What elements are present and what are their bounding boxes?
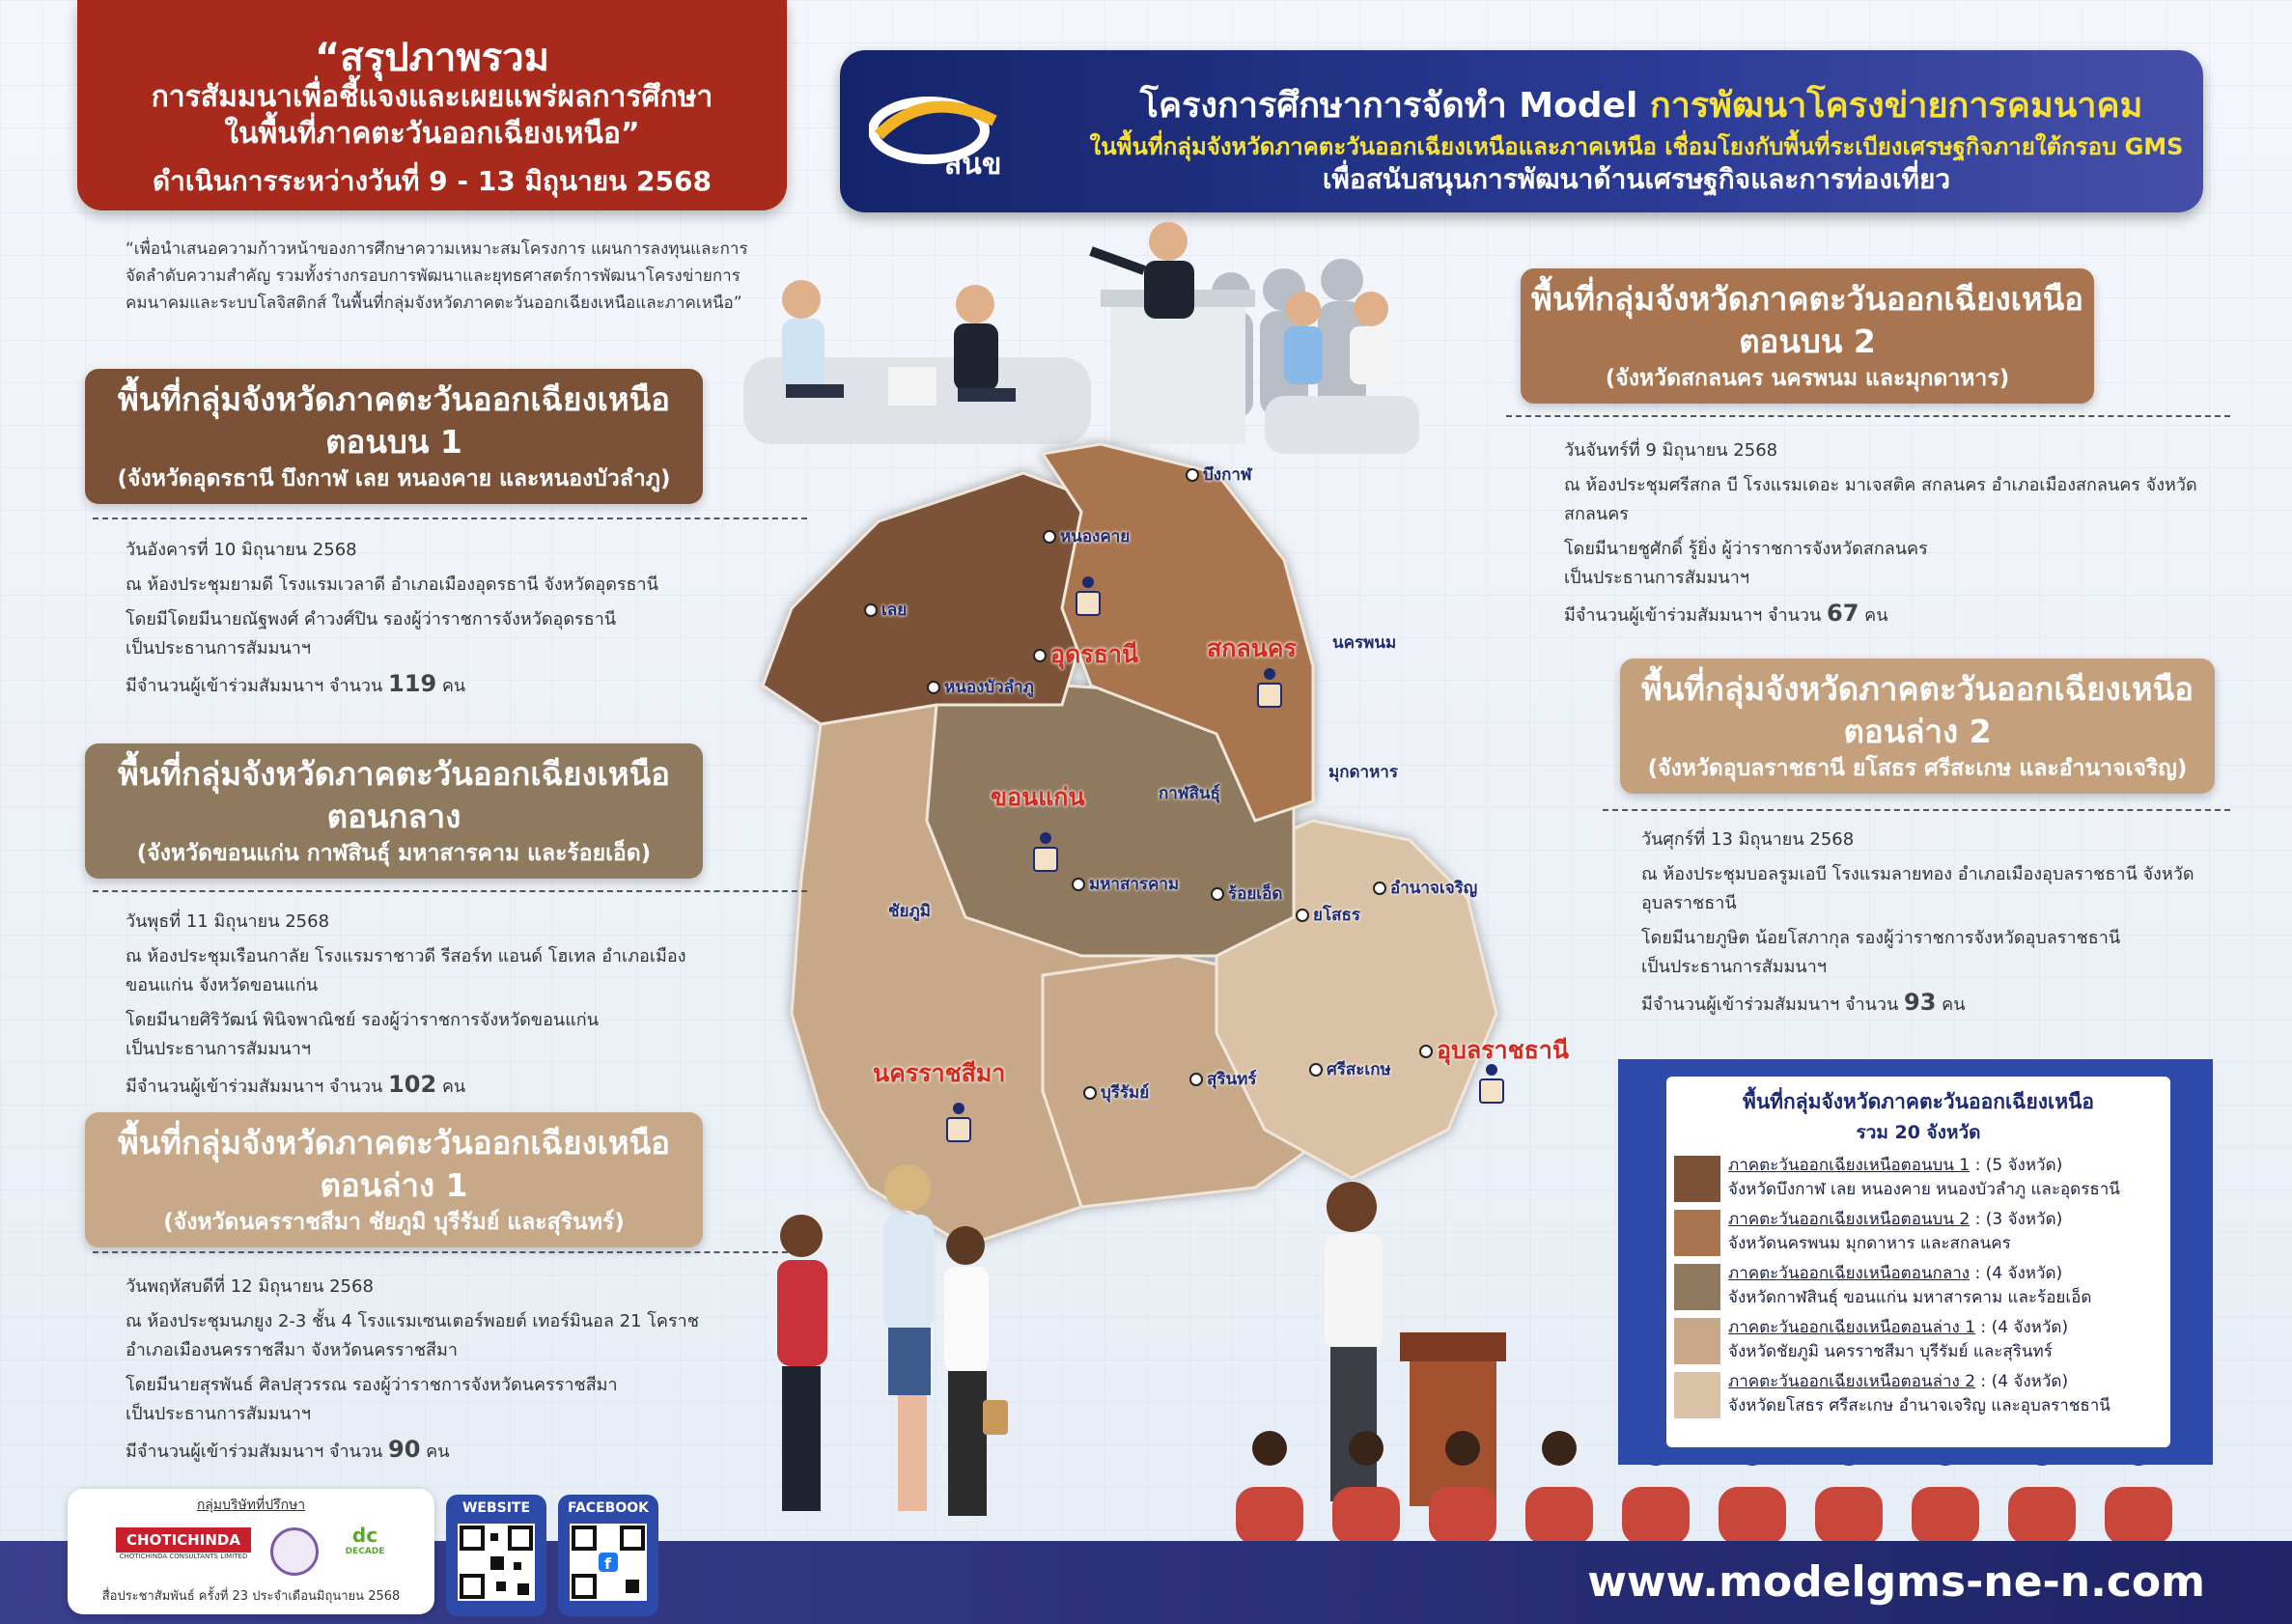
- legend-swatch: [1674, 1372, 1720, 1418]
- banner-title-a: โครงการศึกษาการจัดทำ Model: [1139, 86, 1650, 126]
- facebook-qr-card[interactable]: [558, 1495, 658, 1616]
- region-title: พื้นที่กลุ่มจังหวัดภาคตะวันออกเฉียงเหนือ: [117, 1124, 671, 1162]
- pin-icon: [1189, 1073, 1203, 1086]
- legend-swatch: [1674, 1210, 1720, 1256]
- seminar-chair: โดยมีนายศิริวัฒน์ พินิจพาณิชย์ รองผู้ว่าราชการจังหวัดขอนแก่น: [126, 1010, 600, 1030]
- legend-text: ภาคตะวันออกเฉียงเหนือตอนบน 2 : (3 จังหวัด) จังหวัดนครพนม มุกดาหาร และสกลนคร: [1728, 1210, 2063, 1253]
- label-maha-sarakham: มหาสารคาม: [1072, 871, 1179, 897]
- consultant-card: [68, 1489, 434, 1614]
- seminar-count: มีจำนวนผู้เข้าร่วมสัมมนาฯ จำนวน 119 คน: [126, 670, 466, 697]
- pin-icon: [1033, 649, 1047, 662]
- pin-icon: [1309, 1063, 1323, 1077]
- pin-icon: [1296, 909, 1309, 922]
- region-subtitle: ตอนล่าง 1: [320, 1166, 468, 1204]
- pin-icon: [1072, 878, 1085, 891]
- chotichinda-logo: CHOTICHINDA: [116, 1527, 251, 1553]
- region-subtitle: ตอนบน 2: [1739, 322, 1876, 360]
- region-info-upper2: [1564, 436, 2201, 636]
- banner-title-highlight: การพัฒนาโครงข่ายการคมนาคม: [1649, 86, 2143, 126]
- divider: [1603, 809, 2230, 811]
- seminar-role: เป็นประธานการสัมมนาฯ: [126, 1039, 311, 1059]
- label-bueng-kan: บึงกาฬ: [1186, 462, 1252, 488]
- seminar-role: เป็นประธานการสัมมนาฯ: [126, 638, 311, 658]
- title-line3: ในพื้นที่ภาคตะวันออกเฉียงเหนือ”: [224, 117, 640, 151]
- region-provinces: (จังหวัดอุบลราชธานี ยโสธร ศรีสะเกษ และอำนาจเจริญ): [1647, 756, 2188, 781]
- region-info-lower1: [126, 1273, 724, 1472]
- region-provinces: (จังหวัดอุดรธานี บึงกาฬ เลย หนองคาย และหนองบัวลำภู): [117, 466, 671, 491]
- seminar-role: เป็นประธานการสัมมนาฯ: [126, 1404, 311, 1424]
- title-dates: ดำเนินการระหว่างวันที่ 9 - 13 มิถุนายน 2568: [152, 165, 712, 197]
- region-title: พื้นที่กลุ่มจังหวัดภาคตะวันออกเฉียงเหนือ: [117, 380, 671, 418]
- qr-code-icon: [570, 1524, 647, 1601]
- svg-text:f: f: [604, 1554, 611, 1573]
- region-title: พื้นที่กลุ่มจังหวัดภาคตะวันออกเฉียงเหนือ: [1640, 670, 2194, 708]
- legend-row: [1674, 1208, 2163, 1258]
- label-nakhon-phanom: นครพนม: [1332, 633, 1397, 653]
- label-kalasin: กาฬสินธุ์: [1159, 784, 1220, 803]
- seminar-count: มีจำนวนผู้เข้าร่วมสัมมนาฯ จำนวน 93 คน: [1641, 989, 1966, 1016]
- seminar-role: เป็นประธานการสัมมนาฯ: [1564, 568, 1749, 588]
- legend-panel: [1618, 1059, 2213, 1465]
- seminar-count: มีจำนวนผู้เข้าร่วมสัมมนาฯ จำนวน 90 คน: [126, 1436, 450, 1463]
- label-ubon: อุบลราชธานี: [1419, 1031, 1569, 1070]
- region-subtitle: ตอนกลาง: [326, 798, 461, 835]
- intro-text: “เพื่อนำเสนอความก้าวหน้าของการศึกษาความเหมาะสมโครงการ แผนการลงทุนและการจัดลำดับความสำคัญ รวมทั้งร่างกรอบการพัฒนาและยุทธศาสตร์การพัฒนาโครงข่ายการคมนาคมและระบบโลจิสติกส์ ในพื้นที่กลุ่มจังหวัดภาคตะวันออกเฉียงเหนือและภาคเหนือ”: [126, 239, 748, 313]
- website-qr-card[interactable]: [446, 1495, 546, 1616]
- decade-label: DECADE: [345, 1547, 385, 1556]
- label-yasothon: ยโสธร: [1296, 902, 1360, 928]
- pin-icon: [1211, 887, 1224, 901]
- seminar-date: วันพุธที่ 11 มิถุนายน 2568: [126, 911, 330, 932]
- northeast-region-map: [676, 415, 1603, 1255]
- consult-label: กลุ่มบริษัทที่ปรึกษา: [196, 1498, 306, 1513]
- pin-icon: [1419, 1045, 1433, 1058]
- region-info-lower2: [1641, 826, 2221, 1025]
- label-amnat: อำนาจเจริญ: [1373, 875, 1477, 901]
- legend-text: ภาคตะวันออกเฉียงเหนือตอนล่าง 2 : (4 จังหวัด) จังหวัดยโสธร ศรีสะเกษ อำนาจเจริญ และอุบลราชธานี: [1728, 1372, 2110, 1415]
- onep-logo-icon: [869, 77, 1004, 183]
- legend-text: ภาคตะวันออกเฉียงเหนือตอนล่าง 1 : (4 จังหวัด) จังหวัดชัยภูมิ นครราชสีมา บุรีรัมย์ และสุรินทร์: [1728, 1318, 2069, 1361]
- legend-row: [1674, 1154, 2163, 1204]
- svg-text:สนข: สนข: [944, 148, 1002, 182]
- legend-subtitle: รวม 20 จังหวัด: [1856, 1122, 1981, 1143]
- title-line1: “สรุปภาพรวม: [314, 36, 550, 80]
- label-nong-bua: หนองบัวลำภู: [927, 674, 1034, 700]
- issue-note: สื่อประชาสัมพันธ์ ครั้งที่ 23 ประจำเดือนมิถุนายน 2568: [101, 1589, 401, 1604]
- project-banner: [840, 50, 2203, 212]
- legend-swatch: [1674, 1264, 1720, 1310]
- divider: [93, 1251, 807, 1253]
- label-chaiyaphum: ชัยภูมิ: [888, 902, 931, 921]
- website-url[interactable]: www.modelgms-ne-n.com: [1587, 1557, 2205, 1607]
- legend-row: [1674, 1370, 2163, 1420]
- banner-title: [1101, 77, 2182, 132]
- legend-swatch: [1674, 1318, 1720, 1364]
- podium-icon: [1029, 830, 1062, 873]
- title-line2: การสัมมนาเพื่อชี้แจงและเผยแพร่ผลการศึกษา: [151, 80, 713, 114]
- legend-text: ภาคตะวันออกเฉียงเหนือตอนบน 1 : (5 จังหวัด) จังหวัดบึงกาฬ เลย หนองคาย หนองบัวลำภู และอุดรธานี: [1728, 1156, 2120, 1199]
- banner-purpose: เพื่อสนับสนุนการพัฒนาด้านเศรษฐกิจและการท่องเที่ยว: [1322, 163, 1951, 195]
- label-mukdahan: มุกดาหาร: [1328, 763, 1398, 782]
- discussion-people-illustration: [753, 1159, 1043, 1535]
- region-box-central: [85, 743, 703, 879]
- divider: [93, 518, 807, 519]
- pin-icon: [864, 603, 878, 617]
- region-box-lower2: [1620, 658, 2215, 794]
- seminar-venue: ณ ห้องประชุมศรีสกล บี โรงแรมเดอะ มาเจสติค สกลนคร อำเภอเมืองสกลนคร จังหวัดสกลนคร: [1564, 475, 2197, 524]
- legend-title: พื้นที่กลุ่มจังหวัดภาคตะวันออกเฉียงเหนือ: [1742, 1090, 2094, 1113]
- qr-code-icon: [458, 1524, 535, 1601]
- podium-icon: [1475, 1062, 1508, 1105]
- region-box-upper1: [85, 369, 703, 504]
- pin-icon: [1083, 1086, 1097, 1100]
- region-subtitle: ตอนบน 1: [325, 423, 462, 461]
- region-title: พื้นที่กลุ่มจังหวัดภาคตะวันออกเฉียงเหนือ: [1530, 280, 2084, 318]
- seminar-count: มีจำนวนผู้เข้าร่วมสัมมนาฯ จำนวน 67 คน: [1564, 600, 1888, 627]
- label-korat: นครราชสีมา: [873, 1059, 1006, 1087]
- pin-icon: [1186, 468, 1199, 482]
- facebook-label: FACEBOOK: [568, 1500, 649, 1516]
- pin-icon: [1043, 530, 1056, 544]
- seminar-date: วันศุกร์ที่ 13 มิถุนายน 2568: [1641, 829, 1855, 850]
- label-khon-kaen: ขอนแก่น: [991, 783, 1085, 811]
- seminar-venue: ณ ห้องประชุมยามดี โรงแรมเวลาดี อำเภอเมืองอุดรธานี จังหวัดอุดรธานี: [126, 574, 658, 595]
- label-loei: เลย: [864, 597, 907, 623]
- seminar-role: เป็นประธานการสัมมนาฯ: [1641, 957, 1827, 977]
- seminar-venue: ณ ห้องประชุมบอลรูมเอบี โรงแรมลายทอง อำเภอเมืองอุบลราชธานี จังหวัดอุบลราชธานี: [1641, 864, 2194, 913]
- divider: [1506, 415, 2230, 417]
- label-roi-et: ร้อยเอ็ด: [1211, 881, 1282, 907]
- legend-swatch: [1674, 1156, 1720, 1202]
- legend-row: [1674, 1262, 2163, 1312]
- seminar-date: วันจันทร์ที่ 9 มิถุนายน 2568: [1564, 440, 1778, 461]
- label-nong-khai: หนองคาย: [1043, 523, 1130, 549]
- seminar-chair: โดยมีนายภูษิต น้อยโสภากุล รองผู้ว่าราชการจังหวัดอุบลราชธานี: [1641, 928, 2121, 948]
- podium-icon: [942, 1101, 975, 1143]
- podium-icon: [1072, 574, 1104, 617]
- decade-logo: dc DECADE: [338, 1524, 392, 1556]
- chotichinda-sub: CHOTICHINDA CONSULTANTS LIMITED: [119, 1553, 248, 1560]
- region-box-lower1: [85, 1112, 703, 1247]
- pin-icon: [927, 681, 940, 694]
- label-sisaket: ศรีสะเกษ: [1309, 1056, 1391, 1082]
- region-subtitle: ตอนล่าง 2: [1843, 713, 1992, 750]
- seminar-chair: โดยมีนายชูศักดิ์ รู้ยิ่ง ผู้ว่าราชการจังหวัดสกลนคร: [1564, 539, 1928, 559]
- region-info-central: [126, 908, 695, 1107]
- label-udon: อุดรธานี: [1033, 635, 1138, 674]
- seminar-chair: โดยมีนายสุรพันธ์ ศิลปสุวรรณ รองผู้ว่าราชการจังหวัดนครราชสีมา: [126, 1375, 618, 1395]
- banner-subtitle: ในพื้นที่กลุ่มจังหวัดภาคตะวันออกเฉียงเหนือและภาคเหนือ เชื่อมโยงกับพื้นที่ระเบียงเศรษฐกิจภายใต้กรอบ GMS: [1089, 133, 2184, 160]
- seminar-venue: ณ ห้องประชุมนภยูง 2-3 ชั้น 4 โรงแรมเซนเตอร์พอยต์ เทอร์มินอล 21 โคราช อำเภอเมืองนครราชสีมา จังหวัดนครราชสีมา: [126, 1311, 699, 1360]
- seminar-date: วันอังคารที่ 10 มิถุนายน 2568: [126, 540, 357, 560]
- region-box-upper2: [1521, 268, 2094, 404]
- partner-seal-icon: [270, 1527, 319, 1576]
- website-label: WEBSITE: [461, 1500, 531, 1516]
- podium-icon: [1253, 666, 1286, 709]
- title-box: [77, 0, 787, 210]
- region-title: พื้นที่กลุ่มจังหวัดภาคตะวันออกเฉียงเหนือ: [117, 755, 671, 793]
- label-buriram: บุรีรัมย์: [1083, 1079, 1149, 1106]
- region-provinces: (จังหวัดขอนแก่น กาฬสินธุ์ มหาสารคาม และร้อยเอ็ด): [136, 841, 652, 866]
- divider: [93, 890, 807, 892]
- seminar-count: มีจำนวนผู้เข้าร่วมสัมมนาฯ จำนวน 102 คน: [126, 1071, 466, 1098]
- seminar-date: วันพฤหัสบดีที่ 12 มิถุนายน 2568: [126, 1276, 374, 1297]
- label-sakon: สกลนคร: [1207, 634, 1297, 662]
- seminar-chair: โดยมีโดยมีนายณัฐพงศ์ คำวงศ์ปิน รองผู้ว่าราชการจังหวัดอุดรธานี: [126, 609, 617, 630]
- legend-card: [1666, 1077, 2170, 1447]
- region-info-upper1: [126, 536, 695, 707]
- seminar-venue: ณ ห้องประชุมเรือนกาลัย โรงแรมราชาวดี รีสอร์ท แอนด์ โฮเทล อำเภอเมืองขอนแก่น จังหวัดขอนแก่น: [126, 946, 686, 995]
- legend-text: ภาคตะวันออกเฉียงเหนือตอนกลาง : (4 จังหวัด) จังหวัดกาฬสินธุ์ ขอนแก่น มหาสารคาม และร้อยเอ็ด: [1728, 1264, 2092, 1307]
- region-provinces: (จังหวัดนครราชสีมา ชัยภูมิ บุรีรัมย์ และสุรินทร์): [163, 1210, 625, 1235]
- legend-row: [1674, 1316, 2163, 1366]
- label-surin: สุรินทร์: [1189, 1066, 1256, 1092]
- region-provinces: (จังหวัดสกลนคร นครพนม และมุกดาหาร): [1605, 366, 2010, 391]
- pin-icon: [1373, 882, 1386, 895]
